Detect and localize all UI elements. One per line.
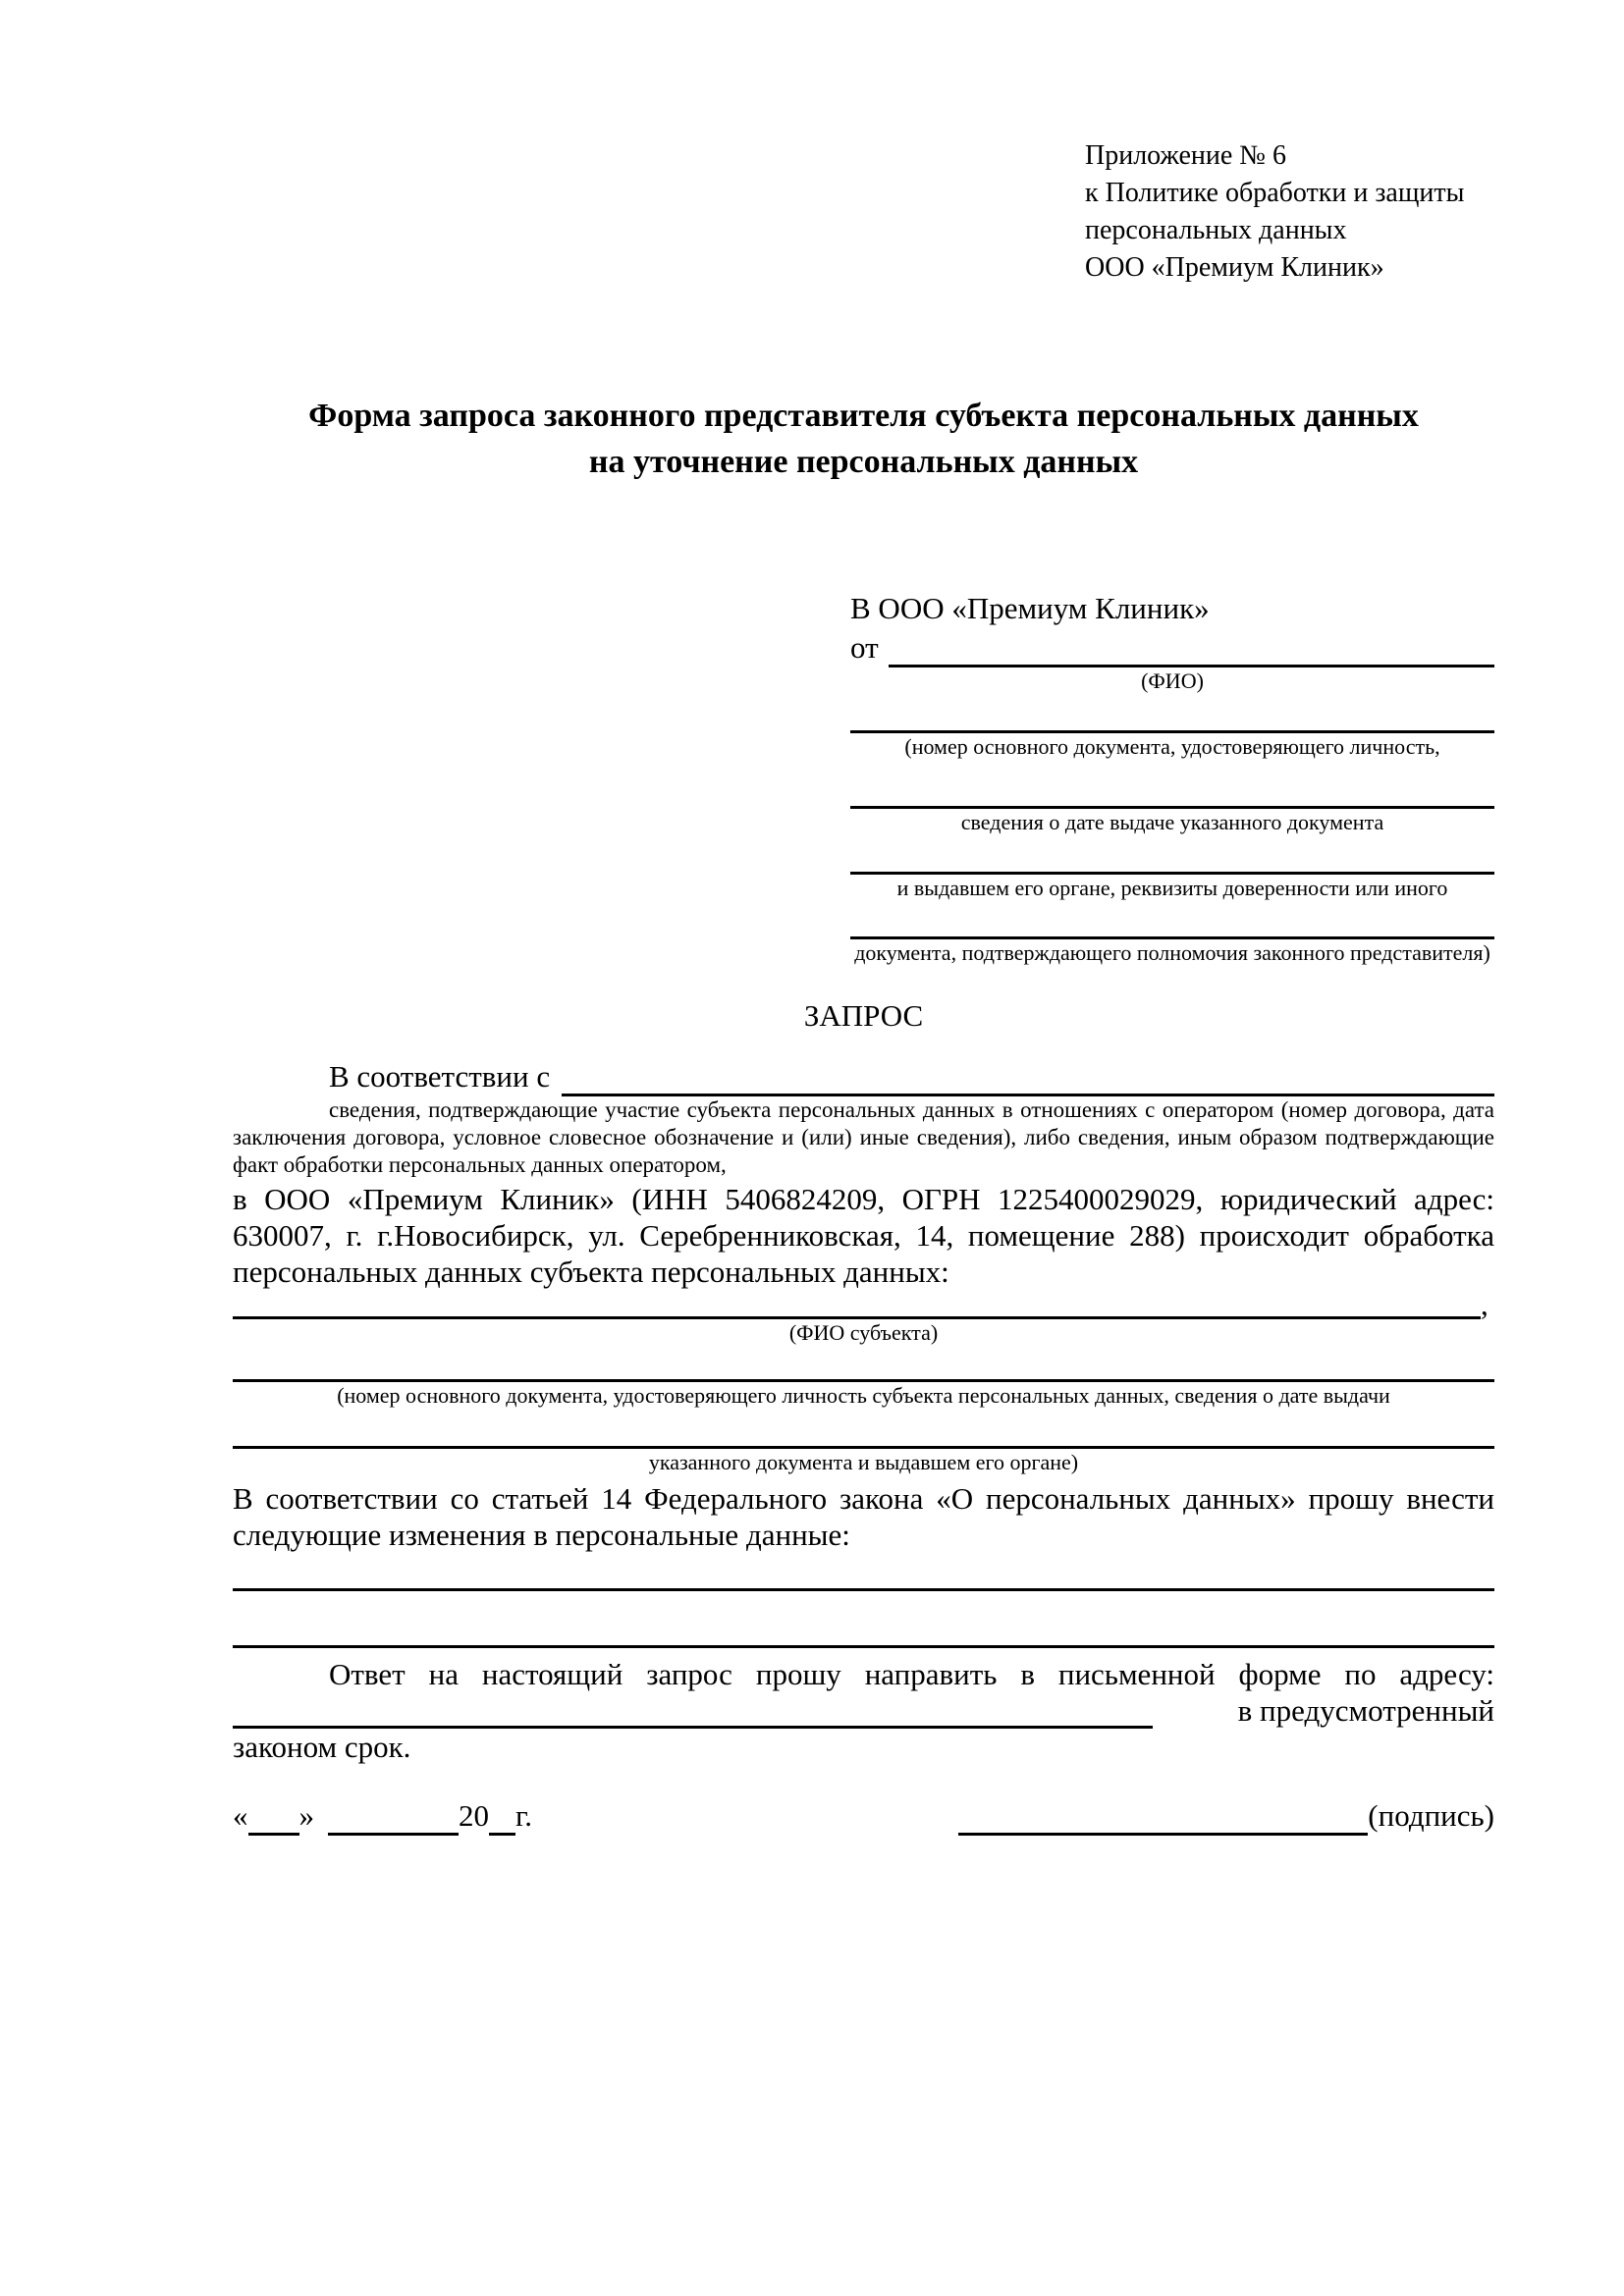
date-group xyxy=(233,1796,532,1836)
appendix-line: персональных данных xyxy=(1085,215,1347,245)
footer-row xyxy=(233,1796,1494,1836)
request-heading: ЗАПРОС xyxy=(803,998,924,1033)
form-title xyxy=(233,393,1494,485)
fill-line-issuing-authority[interactable] xyxy=(850,836,1494,875)
from-label: от xyxy=(850,630,879,665)
field-caption-issue-date: сведения о дате выдаче указанного документа xyxy=(960,810,1384,834)
fill-line-signature[interactable] xyxy=(958,1803,1368,1836)
fill-line-document-issue-date[interactable] xyxy=(850,761,1494,809)
trailing-comma: , xyxy=(1481,1287,1489,1321)
subject-fio-row xyxy=(233,1287,1494,1321)
fill-line-answer-address[interactable] xyxy=(233,1696,1153,1729)
field-caption-fio: (ФИО) xyxy=(1141,668,1204,693)
date-year-prefix: 20 xyxy=(459,1798,489,1833)
fill-line-authority-document[interactable] xyxy=(850,902,1494,939)
fill-line-subject-document[interactable] xyxy=(233,1347,1494,1382)
answer-paragraph: Ответ на настоящий запрос прошу направить в письменной форме по адресу: xyxy=(329,1657,1494,1691)
appendix-line: к Политике обработки и защиты xyxy=(1085,178,1465,208)
accordance-row xyxy=(233,1057,1494,1096)
field-caption-subject-document-authority: указанного документа и выдавшем его органе) xyxy=(648,1450,1079,1474)
fill-line-subject-document-authority[interactable] xyxy=(233,1410,1494,1449)
addressee-block xyxy=(850,589,1494,967)
article-paragraph: В соответствии со статьей 14 Федерального закона «О персональных данных» прошу внести следующие изменения в персональные данные: xyxy=(233,1481,1494,1552)
fill-line-date-year[interactable] xyxy=(489,1803,515,1836)
field-caption-authority-document: документа, подтверждающего полномочия законного представителя) xyxy=(854,940,1490,965)
fill-line-date-day[interactable] xyxy=(248,1803,299,1836)
signature-group xyxy=(958,1796,1494,1836)
answer-paragraph-tail: в предусмотренный xyxy=(1237,1693,1494,1728)
appendix-line: Приложение № 6 xyxy=(1085,140,1286,171)
fill-line-date-month[interactable] xyxy=(328,1803,459,1836)
form-title-line: на уточнение персональных данных xyxy=(588,444,1139,480)
addressee-organization: В ООО «Премиум Клиник» xyxy=(850,591,1210,625)
appendix-block xyxy=(1085,137,1494,287)
fill-line-subject-fio[interactable] xyxy=(233,1291,1481,1319)
field-caption-subject-document: (номер основного документа, удостоверяющего личность субъекта персональных данных, сведения о дате выдачи xyxy=(337,1383,1390,1408)
fill-line-representative-document[interactable] xyxy=(850,695,1494,733)
from-row xyxy=(850,628,1494,667)
date-year-suffix: г. xyxy=(515,1798,532,1833)
signature-caption: (подпись) xyxy=(1368,1798,1494,1833)
answer-paragraph-end: законом срок. xyxy=(233,1730,411,1764)
date-quote-open: « xyxy=(233,1798,248,1833)
date-quote-close: » xyxy=(298,1798,314,1833)
field-caption-document: (номер основного документа, удостоверяющего личность, xyxy=(904,734,1440,759)
fill-line-basis[interactable] xyxy=(562,1060,1494,1096)
answer-address-row xyxy=(233,1692,1494,1729)
operator-paragraph: в ООО «Премиум Клиник» (ИНН 5406824209, ОГРН 1225400029029, юридический адрес: 630007, г. г.Новосибирск, ул. Серебренниковская, 14, помещение 288) происходит обработка персональных данных субъекта персональных данных: xyxy=(233,1182,1494,1289)
field-caption-subject-fio: (ФИО субъекта) xyxy=(788,1320,939,1345)
appendix-line: ООО «Премиум Клиник» xyxy=(1085,252,1384,283)
accordance-label: В соответствии с xyxy=(329,1059,551,1094)
field-caption-issuing-authority: и выдавшем его органе, реквизиты доверенности или иного xyxy=(896,876,1448,900)
fill-line-representative-name[interactable] xyxy=(889,631,1494,667)
fill-line-changes-2[interactable] xyxy=(233,1591,1494,1648)
basis-footnote: сведения, подтверждающие участие субъекта персональных данных в отношениях с оператором (номер договора, дата заключения договора, условное словесное обозначение и (или) иные сведения), либо сведения, иным образом подтверждающие факт обработки персональных данных оператором, xyxy=(233,1097,1494,1177)
form-title-line: Форма запроса законного представителя субъекта персональных данных xyxy=(308,398,1419,434)
fill-line-changes-1[interactable] xyxy=(233,1553,1494,1591)
